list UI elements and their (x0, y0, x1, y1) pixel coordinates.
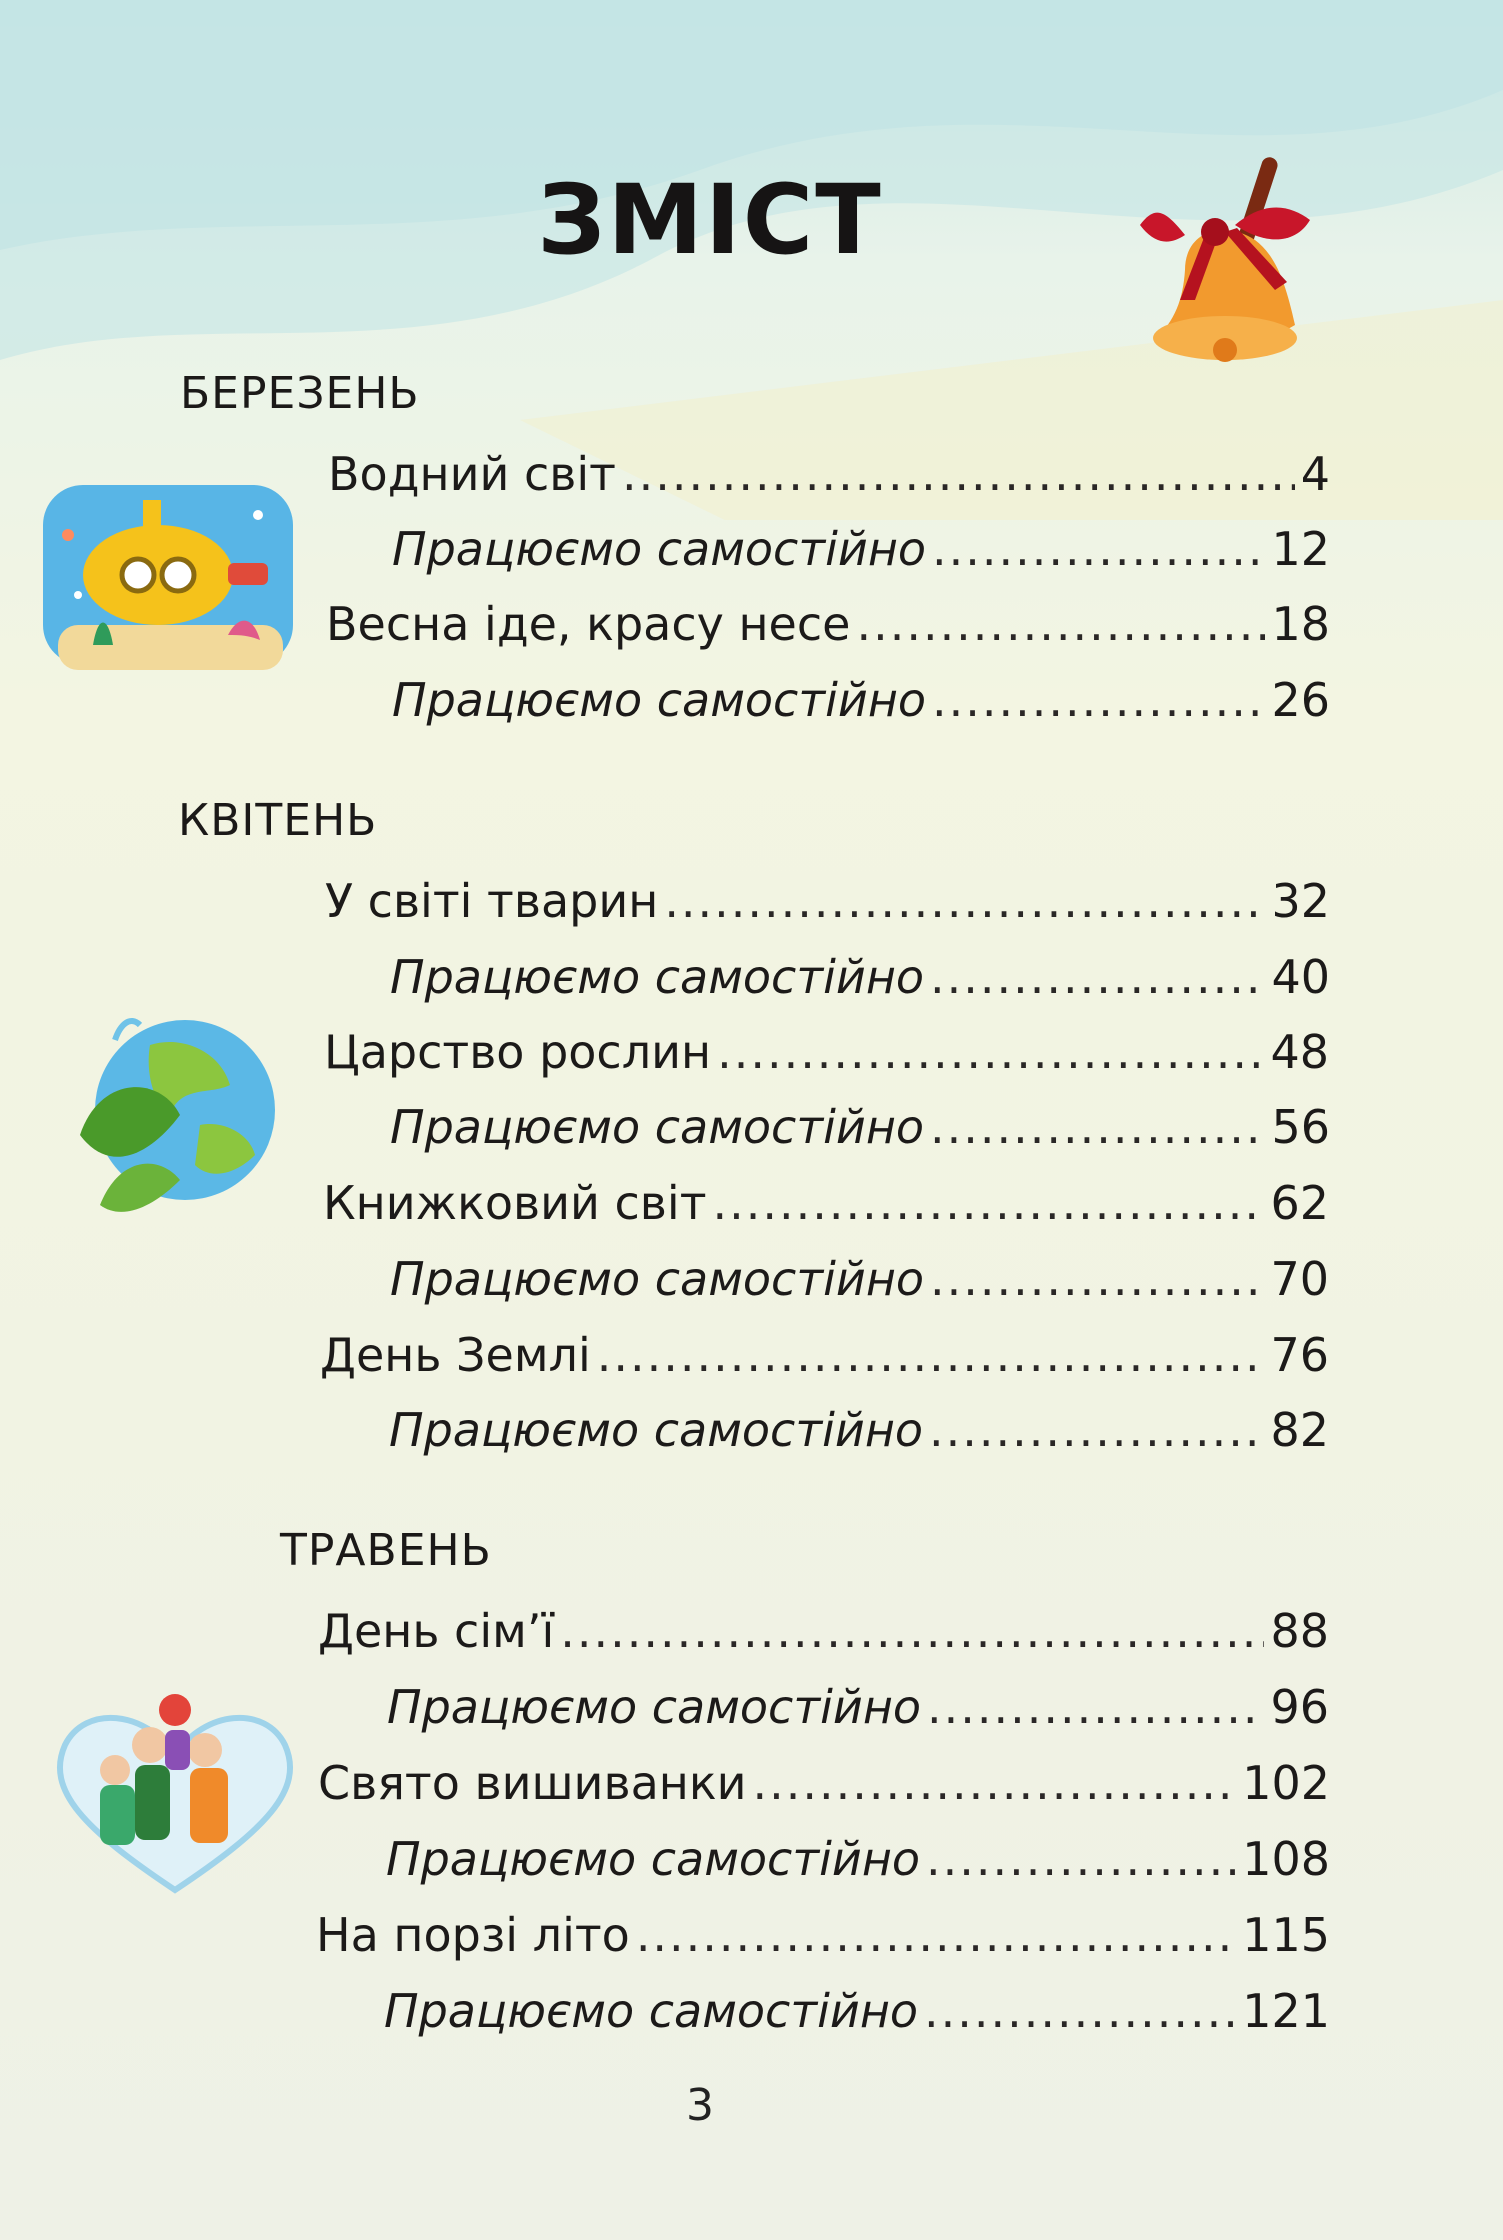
toc-entry[interactable]: Працюємо самостійно ..... 121 (384, 1984, 1330, 2038)
toc-entry[interactable]: Водний світ ..... 4 (328, 447, 1330, 501)
page-number: 3 (686, 2080, 714, 2131)
toc-entry[interactable]: Працюємо самостійно ..... 40 (390, 950, 1330, 1004)
toc-entry[interactable]: Свято вишиванки ..... 102 (318, 1756, 1330, 1810)
toc-entry[interactable]: На порзі літо ..... 115 (316, 1908, 1330, 1962)
toc-entry[interactable]: Працюємо самостійно ..... 96 (387, 1680, 1329, 1734)
earth-icon (60, 1005, 290, 1225)
toc-entry[interactable]: Книжковий світ ..... 62 (323, 1176, 1329, 1230)
toc-entry[interactable]: День сім’ї ..... 88 (318, 1604, 1329, 1658)
toc-entry[interactable]: День Землі ..... 76 (320, 1328, 1329, 1382)
page-title: ЗМІСТ (537, 164, 883, 277)
toc-entry[interactable]: Працюємо самостійно ..... 70 (390, 1252, 1329, 1306)
toc-entry[interactable]: Працюємо самостійно ..... 26 (392, 673, 1330, 727)
section-heading-march: БЕРЕЗЕНЬ (180, 368, 420, 419)
section-heading-may: ТРАВЕНЬ (280, 1525, 492, 1576)
toc-entry[interactable]: Працюємо самостійно ..... 56 (390, 1100, 1330, 1154)
toc-entry[interactable]: У світі тварин ..... 32 (325, 874, 1330, 928)
submarine-icon (38, 475, 298, 685)
toc-entry[interactable]: Працюємо самостійно ..... 82 (389, 1403, 1329, 1457)
bell-icon (1125, 150, 1325, 380)
toc-entry[interactable]: Весна іде, красу несе ..... 18 (326, 597, 1330, 651)
toc-entry[interactable]: Царство рослин ..... 48 (324, 1025, 1329, 1079)
toc-entry[interactable]: Працюємо самостійно ..... 12 (392, 522, 1330, 576)
toc-entry[interactable]: Працюємо самостійно ..... 108 (386, 1832, 1330, 1886)
family-heart-icon (45, 1690, 305, 1900)
section-heading-april: КВІТЕНЬ (178, 795, 378, 846)
